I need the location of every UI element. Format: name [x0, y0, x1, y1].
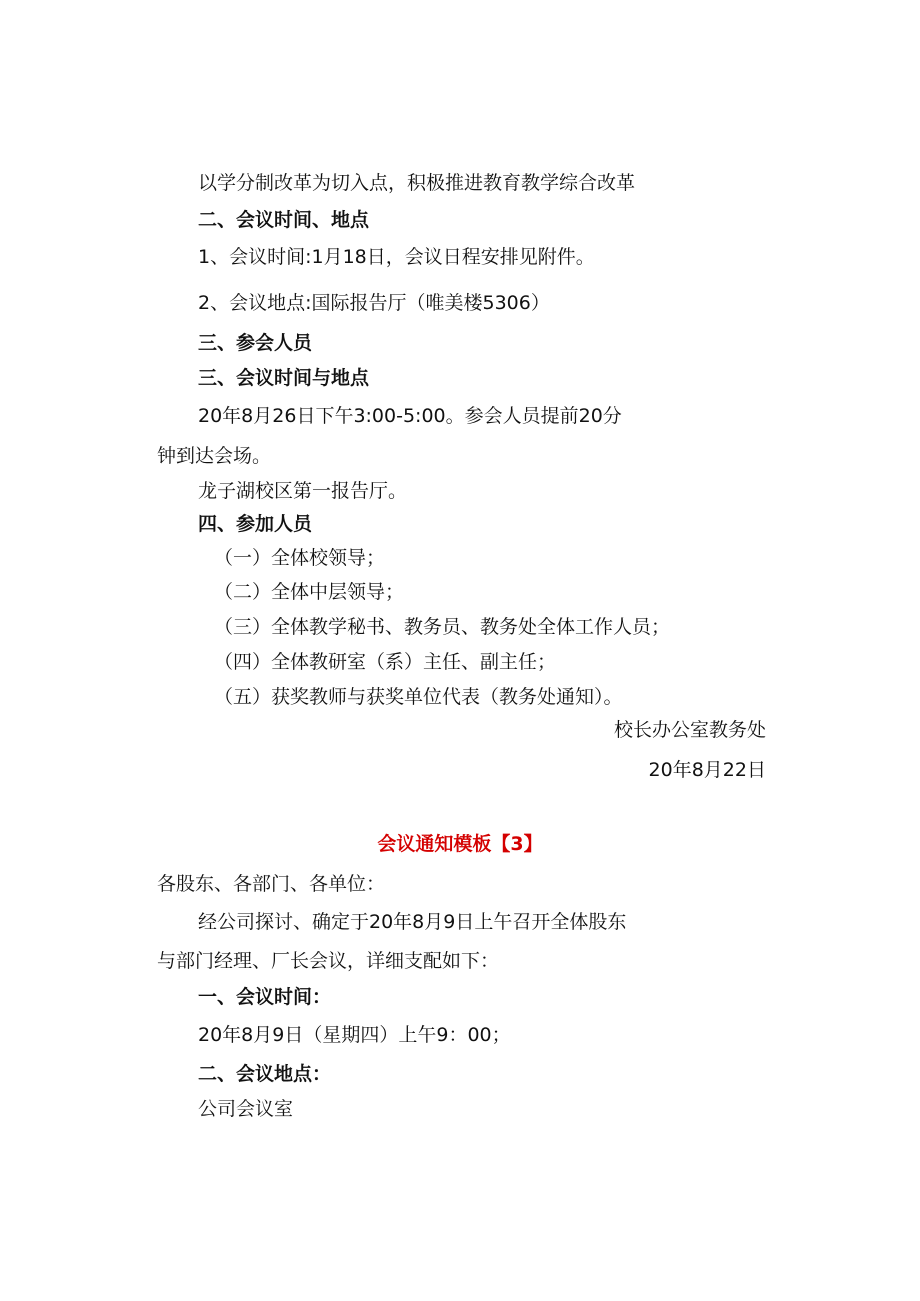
intro-tail-text: 以学分制改革为切入点，积极推进教育教学综合改革: [198, 172, 636, 194]
body-line1: 经公司探讨、确定于20年8月9日上午召开全体股东: [198, 911, 627, 933]
meeting-place-item: 2、会议地点:国际报告厅（唯美楼5306）: [198, 292, 550, 314]
meeting-time-value: 20年8月9日（星期四）上午9：00；: [198, 1024, 511, 1046]
signature: 校长办公室教务处: [613, 719, 766, 741]
participant-item: （二）全体中层领导；: [214, 581, 405, 603]
signature-date: 20年8月22日: [648, 759, 766, 781]
meeting-time-item: 1、会议时间:1月18日，会议日程安排见附件。: [198, 246, 595, 268]
heading-time-and-place: 三、会议时间与地点: [198, 367, 370, 389]
participant-item: （三）全体教学秘书、教务员、教务处全体工作人员；: [214, 616, 671, 638]
participant-item: （五）获奖教师与获奖单位代表（教务处通知）。: [214, 686, 623, 708]
heading-meeting-time: 一、会议时间：: [198, 986, 332, 1008]
participant-item: （四）全体教研室（系）主任、副主任；: [214, 651, 557, 673]
heading-participants: 四、参加人员: [198, 513, 313, 535]
time-paragraph-line1: 20年8月26日下午3:00-5:00。参会人员提前20分: [198, 405, 622, 427]
heading-attendees: 三、参会人员: [198, 332, 313, 354]
time-paragraph-line2: 钟到达会场。: [157, 445, 272, 467]
heading-meeting-place: 二、会议地点：: [198, 1063, 332, 1085]
section-title: 会议通知模板【3】: [377, 833, 543, 855]
participant-item: （一）全体校领导；: [214, 547, 386, 569]
heading-time-place: 二、会议时间、地点: [198, 209, 370, 231]
place-paragraph: 龙子湖校区第一报告厅。: [198, 480, 408, 502]
salutation: 各股东、各部门、各单位：: [157, 873, 386, 895]
body-line2: 与部门经理、厂长会议，详细支配如下：: [157, 950, 500, 972]
meeting-place-value: 公司会议室: [198, 1098, 294, 1120]
